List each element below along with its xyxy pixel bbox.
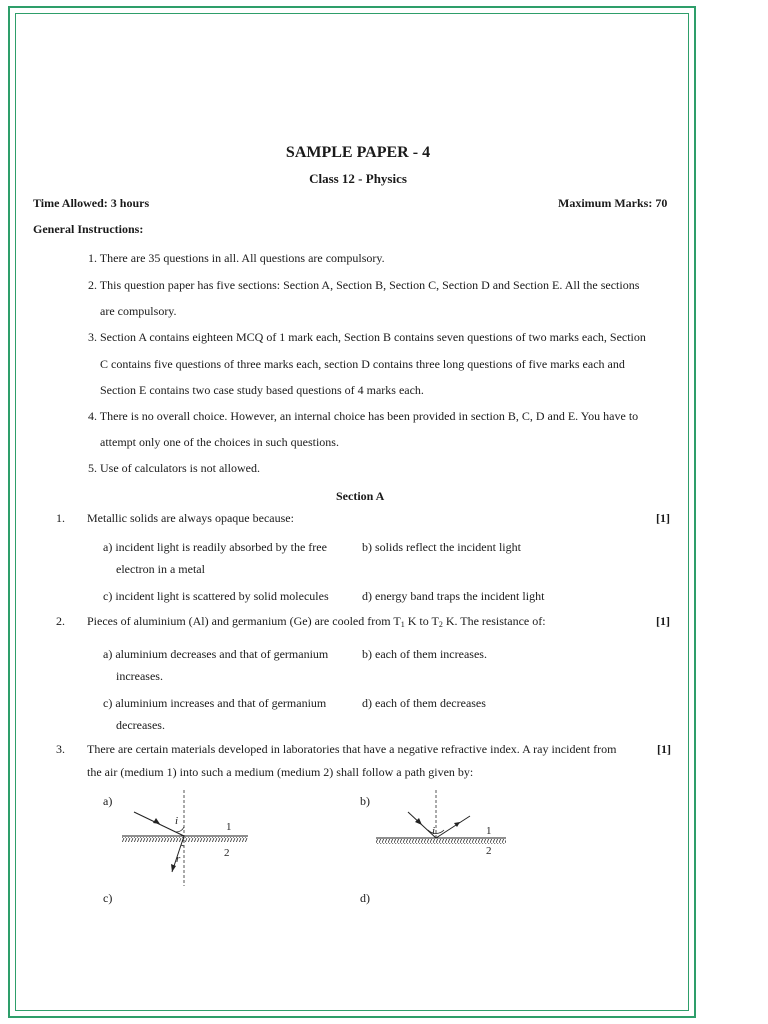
option-c-label: c): [103, 891, 113, 905]
option-a: a) incident light is readily absorbed by the free: [103, 540, 327, 554]
option-a-label: a): [103, 794, 113, 808]
question-marks: [1]: [657, 742, 671, 756]
medium-2-hatching: [376, 839, 506, 844]
incident-arrow-icon: [153, 818, 160, 824]
medium-2-label: 2: [224, 847, 230, 859]
medium-1-label: 1: [226, 821, 232, 833]
instruction-3-line-3: Section E contains two case study based questions of 4 marks each.: [100, 383, 424, 397]
option-d: d) energy band traps the incident light: [362, 589, 545, 603]
refraction-diagram-b: [370, 788, 520, 868]
question-number: 3.: [56, 742, 65, 756]
refracted-arrow-icon: [171, 864, 176, 872]
section-a-heading: Section A: [336, 489, 385, 503]
refraction-diagram-a: [110, 788, 260, 888]
medium-2-hatching: [122, 837, 248, 842]
question-text-line-2: the air (medium 1) into such a medium (medium 2) shall follow a path given by:: [87, 765, 474, 779]
question-text-line-1: There are certain materials developed in laboratories that have a negative refractive index. A ray incident from: [87, 742, 617, 756]
paper-subtitle: Class 12 - Physics: [309, 171, 407, 186]
question-marks: [1]: [656, 511, 670, 525]
option-a: a) aluminium decreases and that of germanium: [103, 647, 329, 661]
instruction-3-line-1: 3. Section A contains eighteen MCQ of 1 mark each, Section B contains seven questions of two marks each, Section: [88, 330, 646, 344]
paper-title: SAMPLE PAPER - 4: [285, 144, 431, 161]
question-text: Metallic solids are always opaque because:: [87, 511, 294, 525]
question-number: 2.: [56, 614, 65, 628]
instruction-2-line-1: 2. This question paper has five sections: Section A, Section B, Section C, Section D and Section E. All the sections: [88, 278, 640, 292]
medium-2-label: 2: [486, 845, 492, 857]
option-a-continued: electron in a metal: [116, 562, 205, 576]
option-b: b) each of them increases.: [362, 647, 487, 661]
question-number: 1.: [56, 511, 65, 525]
instruction-4-line-2: attempt only one of the choices in such questions.: [100, 435, 339, 449]
option-a-continued: increases.: [116, 669, 163, 683]
option-d-label: d): [360, 891, 370, 905]
option-d: d) each of them decreases: [362, 696, 486, 710]
reflected-ray: [436, 816, 470, 838]
medium-1-label: 1: [486, 825, 492, 837]
maximum-marks: Maximum Marks: 70: [558, 196, 668, 210]
option-c: c) aluminium increases and that of germanium: [103, 696, 327, 710]
question-marks: [1]: [656, 614, 670, 628]
option-c-continued: decreases.: [116, 718, 165, 732]
time-allowed: Time Allowed: 3 hours: [33, 196, 150, 210]
instruction-1: 1. There are 35 questions in all. All questions are compulsory.: [88, 251, 385, 265]
angle-i-label: i: [175, 815, 179, 827]
instruction-2-line-2: are compulsory.: [100, 304, 177, 318]
angle-r-label: r: [176, 853, 181, 865]
general-instructions-heading: General Instructions:: [33, 222, 144, 236]
question-text: Pieces of aluminium (Al) and germanium (Ge) are cooled from $T_1$ K to $T_2$ K. The resistance of:: [87, 614, 546, 629]
option-b-label: b): [360, 794, 370, 808]
instruction-4-line-1: 4. There is no overall choice. However, an internal choice has been provided in section B, C, D and E. You have to: [88, 409, 639, 423]
angle-i-arc: [176, 827, 184, 832]
option-c: c) incident light is scattered by solid molecules: [103, 589, 329, 603]
angle-i-label: i: [432, 825, 436, 837]
instruction-5: 5. Use of calculators is not allowed.: [88, 461, 260, 475]
option-b: b) solids reflect the incident light: [362, 540, 521, 554]
instruction-3-line-2: C contains five questions of three marks each, section D contains three long questions of five marks each and: [100, 357, 625, 371]
